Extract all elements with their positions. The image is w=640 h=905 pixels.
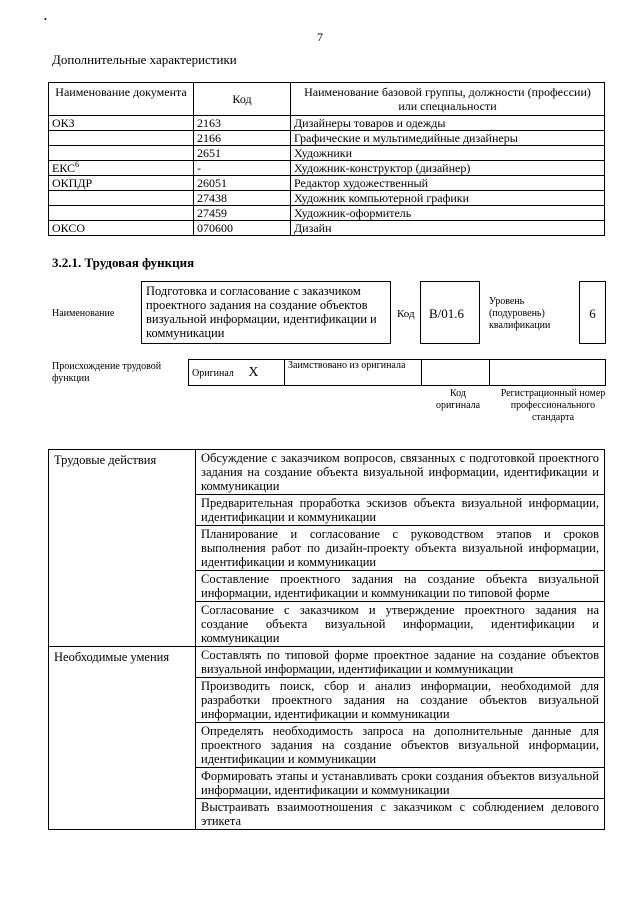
code-cell: - xyxy=(194,161,291,176)
work-item: Формировать этапы и устанавливать сроки создания объектов визуальной информации, идентификации и коммуникации xyxy=(196,768,605,799)
group-name-cell: Дизайн xyxy=(291,221,605,236)
header-document: Наименование документа xyxy=(49,83,194,116)
origin-original-cell xyxy=(189,360,285,386)
original-label: Оригинал xyxy=(192,367,234,379)
reg-number-label: Регистрационный номер профессионального стандарта xyxy=(500,388,606,423)
document-cell xyxy=(49,161,194,176)
work-item: Составление проектного задания на создание объекта визуальной информации, идентификации и коммуникации по типовой форме xyxy=(196,571,605,602)
code-cell: 27459 xyxy=(194,206,291,221)
work-item: Выстраивать взаимоотношения с заказчиком с соблюдением делового этикета xyxy=(196,799,605,830)
additional-characteristics-table xyxy=(48,82,605,236)
code-cell: 26051 xyxy=(194,176,291,191)
document-name: ОКСО xyxy=(52,221,86,235)
document-name: ОКЗ xyxy=(52,116,75,130)
work-table-body xyxy=(49,450,605,830)
origin-code-cell xyxy=(422,360,490,386)
footnote-mark: 6 xyxy=(75,160,80,169)
work-item: Определять необходимость запроса на дополнительные данные для проектного задания на создание объектов визуальной информации, идентификации и коммуникации xyxy=(196,723,605,768)
code-cell: 2651 xyxy=(194,146,291,161)
group-name-cell: Художник компьютерной графики xyxy=(291,191,605,206)
function-code-box xyxy=(420,281,480,344)
section-header: Необходимые умения xyxy=(49,647,196,830)
name-label: Наименование xyxy=(52,308,115,319)
document-cell xyxy=(49,206,194,221)
group-name-cell: Дизайнеры товаров и одежды xyxy=(291,116,605,131)
table-row xyxy=(49,647,605,678)
work-item: Производить поиск, сбор и анализ информации, необходимой для разработки проектного задания на создание объектов визуальной информации, идентификации и коммуникации xyxy=(196,678,605,723)
origin-reg-number-cell xyxy=(490,360,606,386)
document-cell xyxy=(49,146,194,161)
work-item: Составлять по типовой форме проектное задание на создание объектов визуальной информации, идентификации и коммуникации xyxy=(196,647,605,678)
group-name-cell: Художники xyxy=(291,146,605,161)
table-row xyxy=(49,146,605,161)
function-title: 3.2.1. Трудовая функция xyxy=(52,255,195,270)
table-row xyxy=(49,450,605,495)
table-row xyxy=(49,131,605,146)
origin-borrowed-cell xyxy=(285,360,422,386)
origin-label: Происхождение трудовой функции xyxy=(52,361,162,384)
borrowed-label: Заимствовано из оригинала xyxy=(288,360,406,371)
work-table xyxy=(48,449,605,830)
code-cell: 2163 xyxy=(194,116,291,131)
level-box xyxy=(579,281,606,344)
work-item: Предварительная проработка эскизов объекта визуальной информации, идентификации и коммуникации xyxy=(196,495,605,526)
table-header-row xyxy=(49,83,605,116)
table-row xyxy=(49,206,605,221)
level-value: 6 xyxy=(589,306,596,321)
section-header: Трудовые действия xyxy=(49,450,196,647)
document-cell xyxy=(49,116,194,131)
group-name-cell: Художник-конструктор (дизайнер) xyxy=(291,161,605,176)
code-original-label: Код оригинала xyxy=(435,388,481,411)
corner-mark: • xyxy=(44,15,47,24)
table-row xyxy=(49,191,605,206)
level-label: Уровень (подуровень) квалификации xyxy=(489,296,551,331)
table-row xyxy=(49,221,605,236)
function-code-value: В/01.6 xyxy=(429,306,465,321)
document-name: ОКПДР xyxy=(52,176,93,190)
document-cell xyxy=(49,221,194,236)
page-number: 7 xyxy=(317,30,323,44)
work-item: Обсуждение с заказчиком вопросов, связанных с подготовкой проектного задания на создание объекта визуальной информации, идентификации и коммуникации xyxy=(196,450,605,495)
document-name: ЕКС xyxy=(52,161,76,175)
origin-table xyxy=(188,359,606,386)
table-row xyxy=(49,116,605,131)
code-cell: 070600 xyxy=(194,221,291,236)
code-label: Код xyxy=(397,308,415,320)
table-body xyxy=(49,116,605,236)
code-cell: 27438 xyxy=(194,191,291,206)
work-item: Планирование и согласование с руководством этапов и сроков выполнения работ по дизайн-проекту объекта визуальной информации, идентификации и коммуникации xyxy=(196,526,605,571)
original-mark: X xyxy=(248,364,259,380)
document-cell xyxy=(49,131,194,146)
group-name-cell: Графические и мультимедийные дизайнеры xyxy=(291,131,605,146)
document-cell xyxy=(49,191,194,206)
group-name-cell: Редактор художественный xyxy=(291,176,605,191)
header-group-name: Наименование базовой группы, должности (профессии) или специальности xyxy=(291,83,605,116)
work-item: Согласование с заказчиком и утверждение проектного задания на создание объекта визуальной информации, идентификации и коммуникации xyxy=(196,602,605,647)
table-row xyxy=(49,161,605,176)
header-code: Код xyxy=(194,83,291,116)
group-name-cell: Художник-оформитель xyxy=(291,206,605,221)
table-row xyxy=(49,176,605,191)
function-name-box xyxy=(141,281,391,344)
function-name-value: Подготовка и согласование с заказчиком проектного задания на создание объектов визуальной информации, идентификации и коммуникации xyxy=(146,284,377,340)
document-cell xyxy=(49,176,194,191)
code-cell: 2166 xyxy=(194,131,291,146)
additional-characteristics-title: Дополнительные характеристики xyxy=(52,52,237,67)
